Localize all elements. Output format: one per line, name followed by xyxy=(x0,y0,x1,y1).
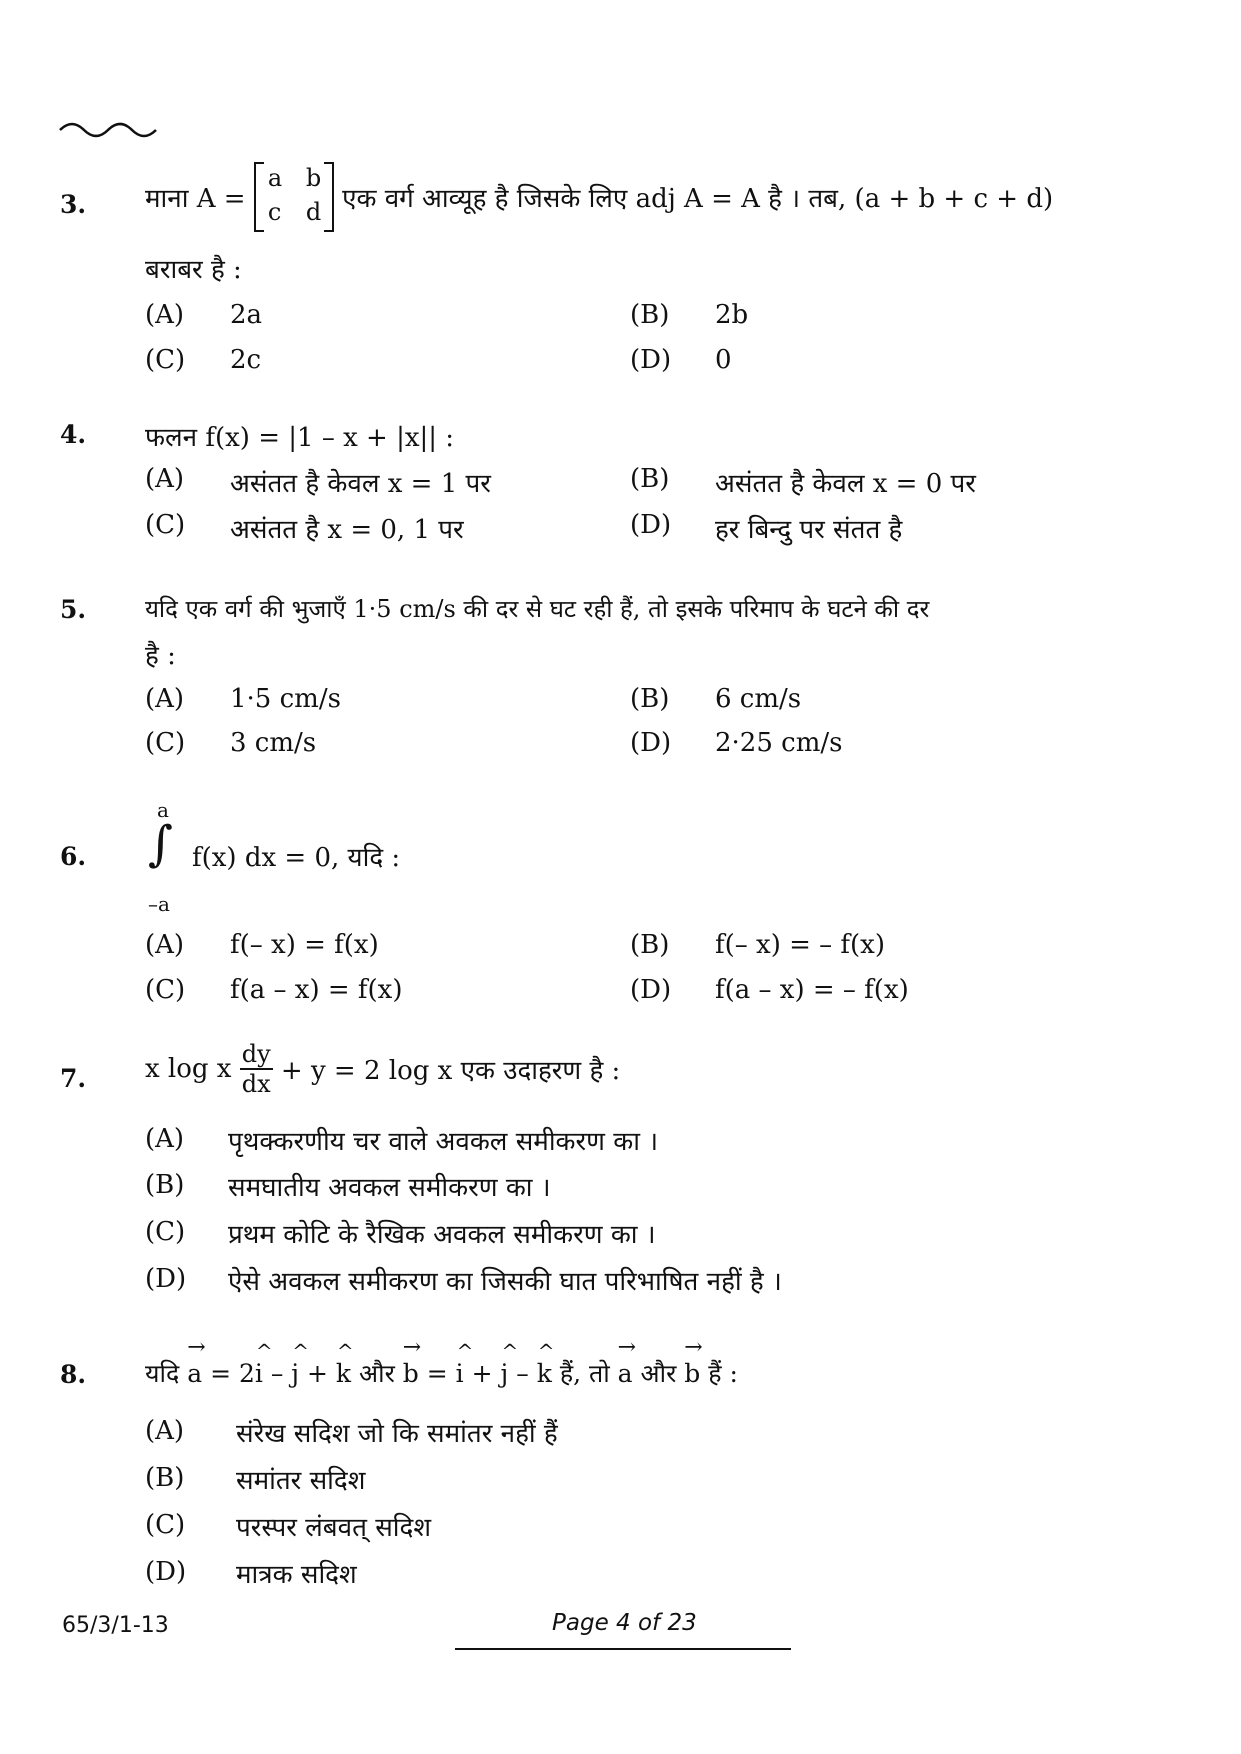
q6-option-d-text: f(a – x) = – f(x) xyxy=(715,975,909,1005)
integral-upper-limit: a xyxy=(157,798,169,822)
q8-option-c-text: परस्पर लंबवत् सदिश xyxy=(236,1513,431,1543)
page-number: Page 4 of 23 xyxy=(552,1610,697,1636)
q6-option-b-label: (B) xyxy=(630,930,670,960)
q6-option-b-text: f(– x) = – f(x) xyxy=(715,930,885,960)
q4-option-a-text: असंतत है केवल x = 1 पर xyxy=(230,469,491,499)
q8-t2: = 2 xyxy=(210,1359,255,1388)
question-5-line2: है : xyxy=(145,641,176,671)
footer-divider xyxy=(455,1648,791,1650)
vector-b: → b xyxy=(402,1335,422,1388)
q3-option-b-label: (B) xyxy=(630,300,670,330)
q8-option-a-label: (A) xyxy=(145,1416,185,1446)
q8-t4: + xyxy=(307,1359,328,1388)
q8-t3: – xyxy=(270,1359,284,1388)
q7-option-c-text: प्रथम कोटि के रैखिक अवकल समीकरण का । xyxy=(228,1220,656,1250)
question-4-stem: फलन f(x) = |1 – x + |x|| : xyxy=(145,423,455,453)
q8-t7: + xyxy=(471,1359,493,1388)
unit-vector-k: ^ k xyxy=(335,1339,354,1388)
q5-option-c-text: 3 cm/s xyxy=(230,728,317,758)
q6-option-d-label: (D) xyxy=(630,975,672,1005)
derivative-fraction xyxy=(240,1040,273,1098)
question-8-stem xyxy=(145,1335,738,1390)
decorative-squiggle xyxy=(58,118,162,140)
q8-option-a-text: संरेख सदिश जो कि समांतर नहीं हैं xyxy=(236,1419,558,1449)
q7-option-a-label: (A) xyxy=(145,1124,185,1154)
unit-vector-j: ^ j xyxy=(291,1339,310,1388)
q6-option-c-label: (C) xyxy=(145,975,186,1005)
question-7-stem xyxy=(145,1040,620,1098)
q6-option-a-label: (A) xyxy=(145,930,185,960)
q5-option-a-text: 1·5 cm/s xyxy=(230,684,341,714)
q5-option-d-text: 2·25 cm/s xyxy=(715,728,843,758)
q4-option-d-label: (D) xyxy=(630,510,672,540)
q7-option-c-label: (C) xyxy=(145,1217,186,1247)
vector-b: → b xyxy=(684,1335,703,1388)
q4-option-b-label: (B) xyxy=(630,464,670,494)
q4-option-c-label: (C) xyxy=(145,510,186,540)
q7-option-d-label: (D) xyxy=(145,1264,187,1294)
question-number-6: 6. xyxy=(60,842,87,871)
q6-option-a-text: f(– x) = f(x) xyxy=(230,930,379,960)
q5-option-d-label: (D) xyxy=(630,728,672,758)
vector-arrow-icon: → xyxy=(402,1335,422,1360)
q8-t11: हैं : xyxy=(708,1359,738,1388)
matrix-A xyxy=(254,162,334,232)
q3-option-c-text: 2c xyxy=(230,345,262,375)
paper-code: 65/3/1-13 xyxy=(62,1613,169,1638)
q8-option-d-text: मात्रक सदिश xyxy=(236,1560,357,1590)
vector-arrow-icon: → xyxy=(684,1335,703,1360)
q5-option-a-label: (A) xyxy=(145,684,185,714)
fraction-numerator: dy xyxy=(241,1040,271,1068)
question-7-post: + y = 2 log x एक उदाहरण है : xyxy=(280,1056,621,1086)
question-number-5: 5. xyxy=(60,595,87,624)
q6-option-c-text: f(a – x) = f(x) xyxy=(230,975,403,1005)
q4-option-d-text: हर बिन्दु पर संतत है xyxy=(715,515,903,545)
q8-option-d-label: (D) xyxy=(145,1557,187,1587)
matrix-cell-a: a xyxy=(267,164,283,192)
question-number-8: 8. xyxy=(60,1360,87,1389)
q3-option-d-text: 0 xyxy=(715,345,732,375)
question-number-7: 7. xyxy=(60,1064,87,1093)
question-number-4: 4. xyxy=(60,420,87,449)
matrix-cell-c: c xyxy=(267,198,282,226)
q5-option-c-label: (C) xyxy=(145,728,186,758)
q3-option-d-label: (D) xyxy=(630,345,672,375)
q3-option-c-label: (C) xyxy=(145,345,186,375)
vector-a: → a xyxy=(617,1335,637,1388)
q8-option-b-label: (B) xyxy=(145,1463,185,1493)
q8-option-b-text: समांतर सदिश xyxy=(236,1466,366,1496)
q4-option-c-text: असंतत है x = 0, 1 पर xyxy=(230,515,464,545)
question-3-pre: माना A = xyxy=(145,184,246,214)
fraction-denominator: dx xyxy=(241,1070,271,1098)
matrix-cell-d: d xyxy=(305,198,322,226)
unit-vector-i: ^ i xyxy=(254,1339,273,1388)
q7-option-d-text: ऐसे अवकल समीकरण का जिसकी घात परिभाषित नहीं है । xyxy=(228,1267,782,1297)
vector-a: → a xyxy=(187,1335,206,1388)
q3-option-b-text: 2b xyxy=(715,300,749,330)
question-number-3: 3. xyxy=(60,190,87,219)
question-5-line1: यदि एक वर्ग की भुजाएँ 1·5 cm/s की दर से घट रही हैं, तो इसके परिमाप के घटने की दर xyxy=(145,595,930,623)
vector-arrow-icon: → xyxy=(617,1335,637,1360)
integral-lower-limit: –a xyxy=(148,892,170,916)
q4-option-b-text: असंतत है केवल x = 0 पर xyxy=(715,469,976,499)
q7-option-a-text: पृथक्करणीय चर वाले अवकल समीकरण का । xyxy=(228,1127,659,1157)
q8-t10: और xyxy=(640,1359,677,1388)
q7-option-b-label: (B) xyxy=(145,1170,185,1200)
question-7-pre: x log x xyxy=(145,1054,232,1084)
q5-option-b-text: 6 cm/s xyxy=(715,684,802,714)
vector-arrow-icon: → xyxy=(187,1335,206,1360)
integral-sign: ∫ xyxy=(148,816,174,872)
q4-option-a-label: (A) xyxy=(145,464,185,494)
question-3-stem xyxy=(145,162,1053,232)
unit-vector-i: ^ i xyxy=(455,1339,474,1388)
q8-t9: हैं, तो xyxy=(559,1359,610,1388)
q3-option-a-label: (A) xyxy=(145,300,185,330)
q7-option-b-text: समघातीय अवकल समीकरण का । xyxy=(228,1173,551,1203)
unit-vector-j: ^ j xyxy=(500,1339,519,1388)
unit-vector-k: ^ k xyxy=(536,1339,555,1388)
q3-option-a-text: 2a xyxy=(230,300,263,330)
q8-t8: – xyxy=(516,1359,529,1388)
q8-t1: यदि xyxy=(145,1359,180,1388)
q8-option-c-label: (C) xyxy=(145,1510,186,1540)
question-6-stem: f(x) dx = 0, यदि : xyxy=(192,843,401,873)
q8-t6: = xyxy=(426,1359,448,1388)
question-3-line2: बराबर है : xyxy=(145,255,242,285)
question-3-post: एक वर्ग आव्यूह है जिसके लिए adj A = A है । तब, (a + b + c + d) xyxy=(342,184,1054,214)
matrix-cell-b: b xyxy=(305,164,322,192)
q8-t5: और xyxy=(359,1359,395,1388)
q5-option-b-label: (B) xyxy=(630,684,670,714)
